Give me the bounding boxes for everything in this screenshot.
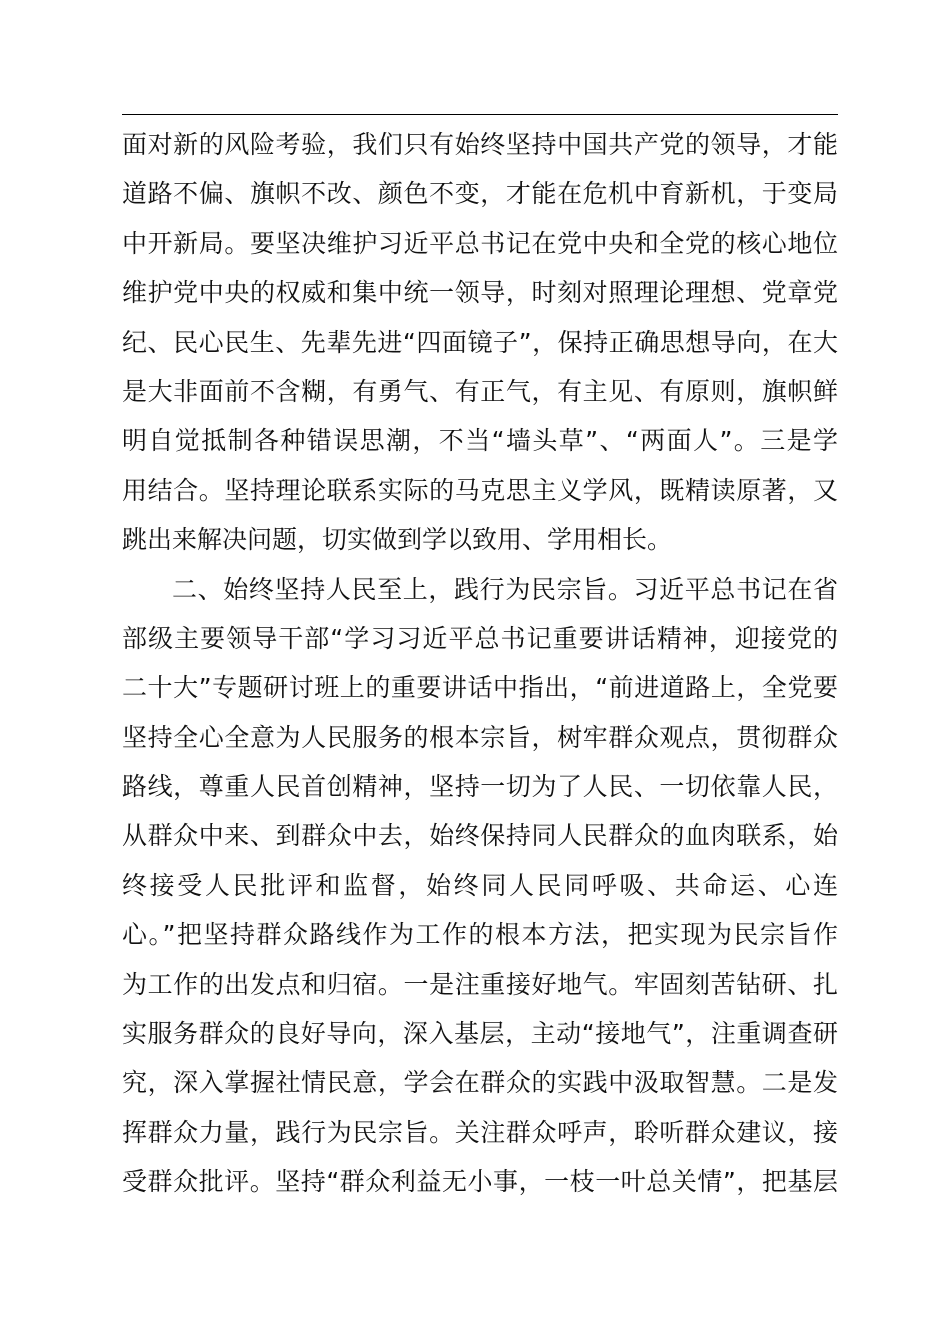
text-line: 二十大”专题研讨班上的重要讲话中指出，“前进道路上，全党要 <box>122 673 838 703</box>
text-line: 为工作的出发点和归宿。一是注重接好地气。牢固刻苦钻研、扎 <box>122 969 838 999</box>
text-line: 跳出来解决问题，切实做到学以致用、学用相长。 <box>122 525 673 555</box>
text-line: 究，深入掌握社情民意，学会在群众的实践中汲取智慧。二是发 <box>122 1068 838 1098</box>
text-line: 明自觉抵制各种错误思潮，不当“墙头草”、“两面人”。三是学 <box>122 426 838 456</box>
body-text <box>122 120 838 1207</box>
header-rule <box>122 114 838 115</box>
paragraph-start-line: 二、始终坚持人民至上，践行为民宗旨。习近平总书记在省 <box>172 574 838 604</box>
text-line: 实服务群众的良好导向，深入基层，主动“接地气”，注重调查研 <box>122 1019 838 1049</box>
text-line: 受群众批评。坚持“群众利益无小事，一枝一叶总关情”，把基层 <box>122 1167 838 1197</box>
text-line: 用结合。坚持理论联系实际的马克思主义学风，既精读原著，又 <box>122 475 838 505</box>
text-line: 中开新局。要坚决维护习近平总书记在党中央和全党的核心地位 <box>122 228 838 258</box>
text-line: 维护党中央的权威和集中统一领导，时刻对照理论理想、党章党 <box>122 278 838 308</box>
text-line: 终接受人民批评和监督，始终同人民同呼吸、共命运、心连 <box>122 870 838 900</box>
text-line: 心。”把坚持群众路线作为工作的根本方法，把实现为民宗旨作 <box>122 920 838 950</box>
text-line: 面对新的风险考验，我们只有始终坚持中国共产党的领导，才能 <box>122 130 838 159</box>
text-line: 部级主要领导干部“学习习近平总书记重要讲话精神，迎接党的 <box>122 623 838 653</box>
text-line: 坚持全心全意为人民服务的根本宗旨，树牢群众观点，贯彻群众 <box>122 722 838 752</box>
text-line: 挥群众力量，践行为民宗旨。关注群众呼声，聆听群众建议，接 <box>122 1117 838 1147</box>
text-line: 路线，尊重人民首创精神，坚持一切为了人民、一切依靠人民， <box>122 772 838 802</box>
text-line: 道路不偏、旗帜不改、颜色不变，才能在危机中育新机，于变局 <box>122 179 838 209</box>
text-line: 是大非面前不含糊，有勇气、有正气，有主见、有原则，旗帜鲜 <box>122 376 838 406</box>
text-line: 纪、民心民生、先辈先进“四面镜子”，保持正确思想导向，在大 <box>122 327 838 357</box>
text-line: 从群众中来、到群众中去，始终保持同人民群众的血肉联系，始 <box>122 821 838 851</box>
